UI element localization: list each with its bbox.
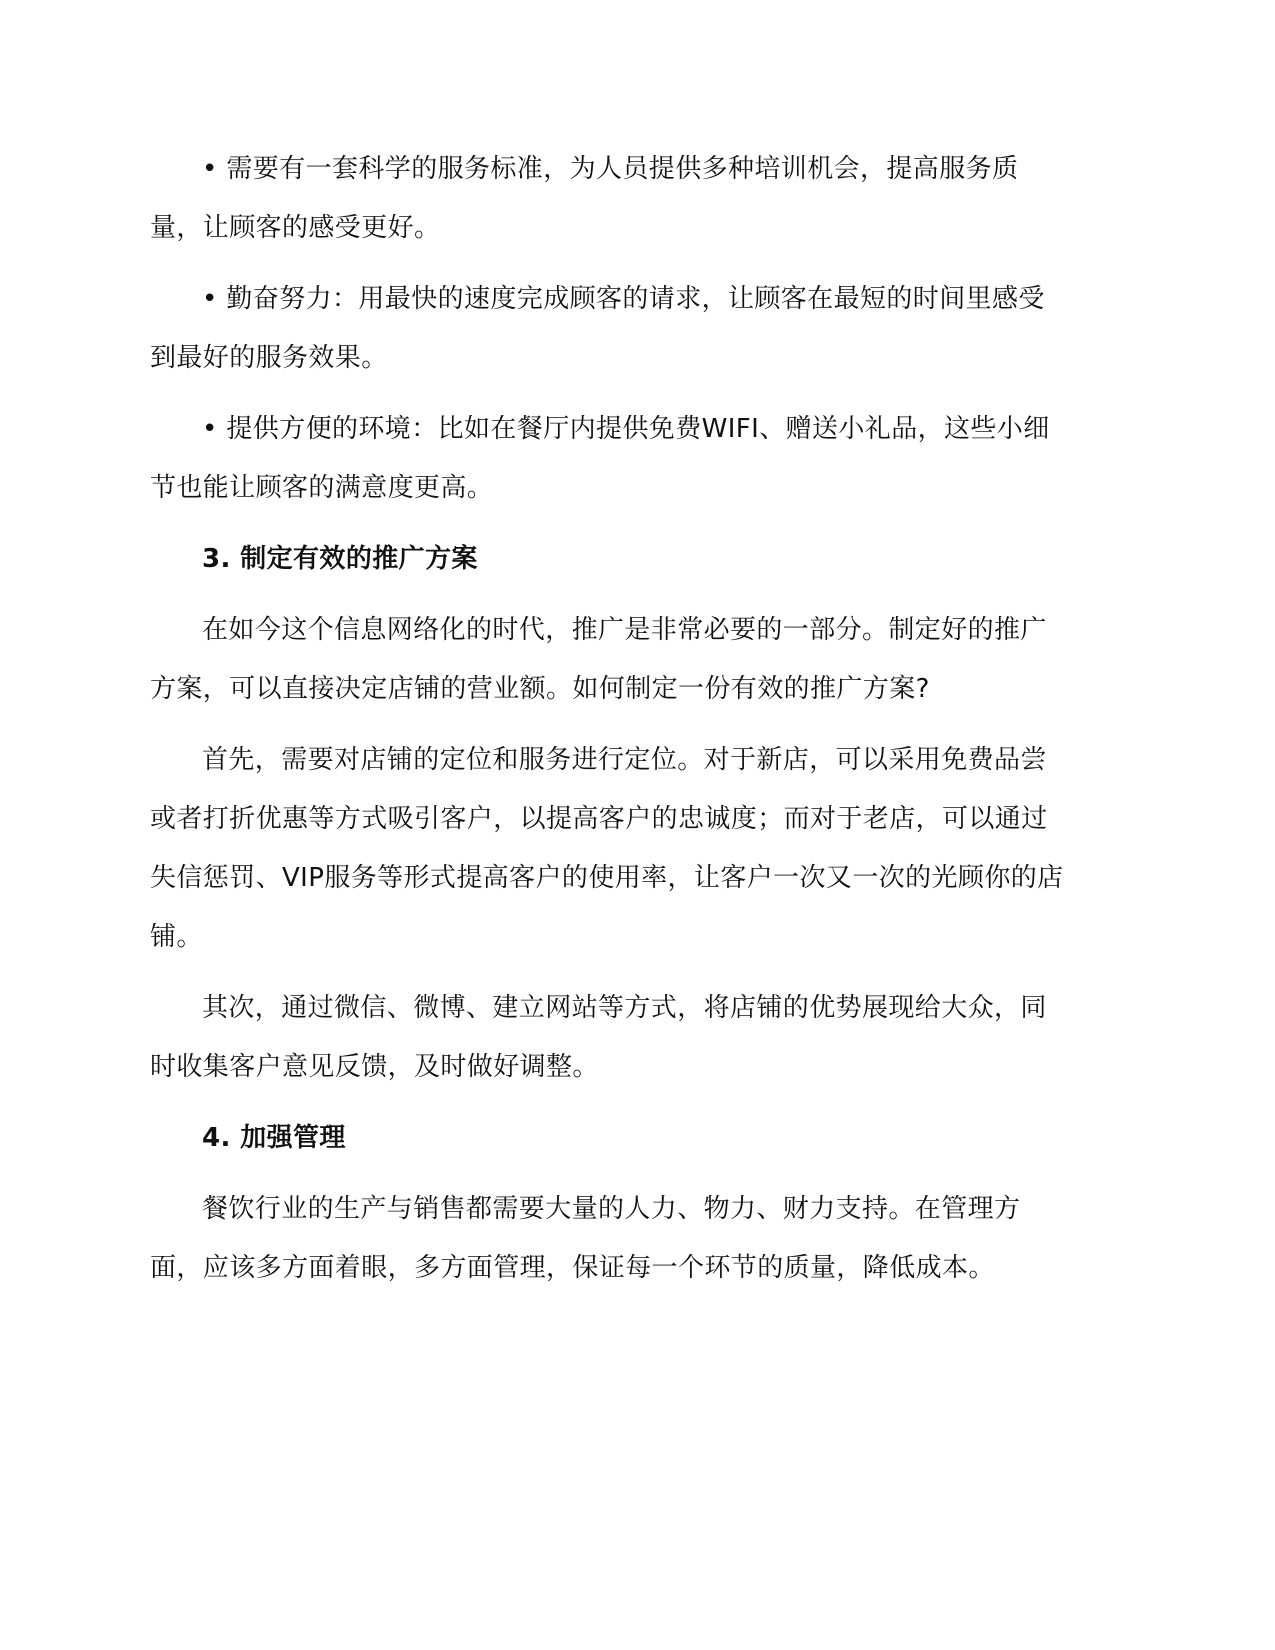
bullet-convenient-environment: • 提供方便的环境：比如在餐厅内提供免费WIFI、赠送小礼品，这些小细节也能让顾客的满意度更高。 <box>150 414 1050 503</box>
section-heading-promotion: 3. 制定有效的推广方案 <box>202 544 478 574</box>
paragraph-promotion-intro: 在如今这个信息网络化的时代，推广是非常必要的一部分。制定好的推广方案，可以直接决定店铺的营业额。如何制定一份有效的推广方案? <box>150 615 1047 704</box>
paragraph-management: 餐饮行业的生产与销售都需要大量的人力、物力、财力支持。在管理方面，应该多方面着眼，多方面管理，保证每一个环节的质量，降低成本。 <box>150 1194 1021 1283</box>
paragraph-promotion-second: 其次，通过微信、微博、建立网站等方式，将店铺的优势展现给大众，同时收集客户意见反馈，及时做好调整。 <box>150 993 1047 1082</box>
bullet-service-standard: • 需要有一套科学的服务标准，为人员提供多种培训机会，提高服务质量，让顾客的感受更好。 <box>150 154 1019 243</box>
section-heading-management: 4. 加强管理 <box>202 1123 346 1153</box>
paragraph-promotion-first: 首先，需要对店铺的定位和服务进行定位。对于新店，可以采用免费品尝或者打折优惠等方式吸引客户，以提高客户的忠诚度；而对于老店，可以通过失信惩罚、VIP服务等形式提高客户的使用率，让客户一次又一次的光顾你的店铺。 <box>150 745 1064 952</box>
bullet-diligence: • 勤奋努力：用最快的速度完成顾客的请求，让顾客在最短的时间里感受到最好的服务效果。 <box>150 284 1045 373</box>
